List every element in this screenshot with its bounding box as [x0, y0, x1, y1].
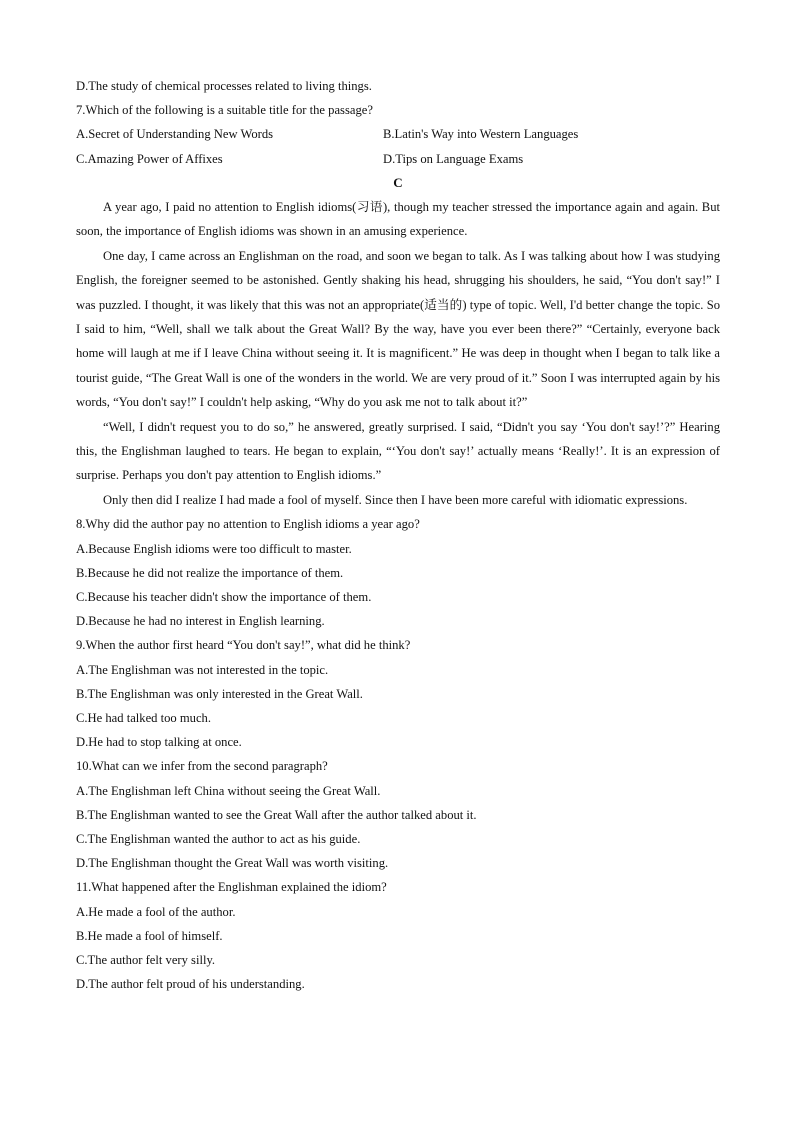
q7-question: 7.Which of the following is a suitable title for the passage?	[76, 103, 373, 118]
q9-option-c: C.He had talked too much.	[76, 710, 212, 725]
q11-option-c: C.The author felt very silly.	[76, 952, 216, 967]
q6-option-d: D.The study of chemical processes related to living things.	[76, 79, 372, 93]
q9-option-a: A.The Englishman was not interested in the topic.	[76, 662, 329, 677]
q9-question: 9.When the author first heard “You don't say!”, what did he think?	[76, 638, 411, 653]
q10-option-a: A.The Englishman left China without seeing the Great Wall.	[76, 783, 381, 798]
q11-option-a: A.He made a fool of the author.	[76, 904, 236, 919]
q8-question: 8.Why did the author pay no attention to English idioms a year ago?	[76, 517, 420, 532]
section-title: C	[393, 174, 403, 190]
exam-page	[76, 74, 720, 996]
passage-paragraph: A year ago, I paid no attention to English idioms(习语), though my teacher stressed the importance again and again. But soon, the importance of English idioms was shown in an amusing experience.	[76, 200, 720, 239]
q8-option-d: D.Because he had no interest in English learning.	[76, 614, 325, 629]
q9-option-d: D.He had to stop talking at once.	[76, 735, 242, 750]
q7-options-row-2	[76, 147, 720, 171]
q11-option-b: B.He made a fool of himself.	[76, 928, 223, 943]
q10-option-c: C.The Englishman wanted the author to act as his guide.	[76, 831, 361, 846]
q7-option-d: D.Tips on Language Exams	[383, 151, 524, 166]
q11-question: 11.What happened after the Englishman explained the idiom?	[76, 880, 387, 895]
q10-option-b: B.The Englishman wanted to see the Great Wall after the author talked about it.	[76, 807, 477, 822]
q7-option-c: C.Amazing Power of Affixes	[76, 151, 223, 166]
q7-options-row-1	[76, 122, 720, 146]
q10-option-d: D.The Englishman thought the Great Wall was worth visiting.	[76, 856, 389, 871]
q9-option-b: B.The Englishman was only interested in the Great Wall.	[76, 686, 363, 701]
q11-option-d: D.The author felt proud of his understanding.	[76, 977, 305, 992]
q8-option-c: C.Because his teacher didn't show the importance of them.	[76, 589, 372, 604]
q8-option-a: A.Because English idioms were too difficult to master.	[76, 541, 352, 556]
q10-question: 10.What can we infer from the second paragraph?	[76, 759, 328, 774]
passage-paragraph: One day, I came across an Englishman on the road, and soon we began to talk. As I was talking about how I was studying English, the foreigner seemed to be astonished. Gently shaking his head, shrugging his shoulders, he said, “You don't say!” I was puzzled. I thought, it was likely that this was not an appropriate(适当的) type of topic. Well, I'd better change the topic. So I said to him, “Well, shall we talk about the Great Wall? By the way, have you ever been there?” “Certainly, everyone back home will laugh at me if I leave China without seeing it. It is magnificent.” He was deep in thought when I began to talk like a tourist guide, “The Great Wall is one of the wonders in the world. We are very proud of it.” Soon I was interrupted again by his words, “You don't say!” I couldn't help asking, “Why do you ask me not to talk about it?”	[76, 248, 720, 410]
q7-option-a: A.Secret of Understanding New Words	[76, 127, 274, 142]
q8-option-b: B.Because he did not realize the importance of them.	[76, 565, 344, 580]
q7-option-b: B.Latin's Way into Western Languages	[383, 127, 579, 142]
passage-paragraph: “Well, I didn't request you to do so,” he answered, greatly surprised. I said, “Didn't you say ‘You don't say!’?” Hearing this, the Englishman laughed to tears. He began to explain, “‘You don't say!’ actually means ‘Really!’. It is an expression of surprise. Perhaps you don't pay attention to English idioms.”	[76, 419, 720, 483]
passage-paragraph: Only then did I realize I had made a fool of myself. Since then I have been more careful with idiomatic expressions.	[103, 492, 688, 507]
